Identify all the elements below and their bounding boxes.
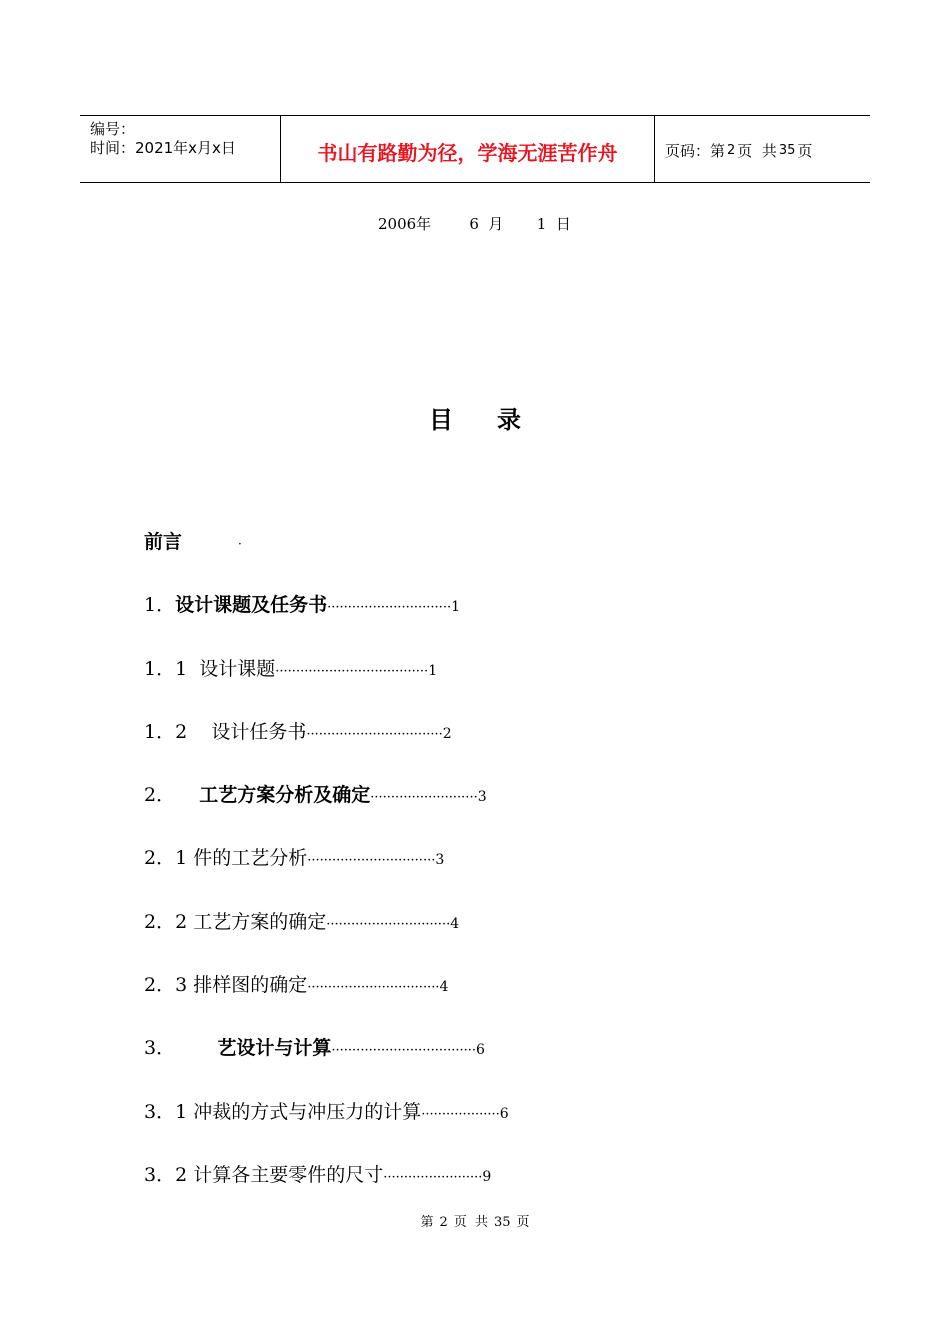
toc-entry xyxy=(144,841,509,904)
toc-entry-number: 3． xyxy=(144,1037,218,1060)
toc-entry-number: 1．2 xyxy=(144,720,212,743)
toc-entry xyxy=(144,1095,509,1158)
toc-entry-leader: ································ xyxy=(307,980,440,996)
table-of-contents xyxy=(144,525,509,1221)
header-page-cell xyxy=(655,116,870,182)
header-page-suffix: 页 xyxy=(797,141,813,160)
toc-entry-page: 1 xyxy=(451,599,461,616)
toc-entry-number: 1．1 xyxy=(144,657,200,680)
toc-entry-number: 2．2 xyxy=(144,910,194,933)
toc-entry-number: 3．1 xyxy=(144,1100,194,1123)
toc-entry xyxy=(144,968,509,1031)
toc-title-char-1: 目 xyxy=(429,406,453,434)
toc-entry-title: 设计课题 xyxy=(199,657,276,680)
toc-entry-title: 排样图的确定 xyxy=(193,974,308,997)
toc-entry-leader: ································· xyxy=(306,726,443,742)
toc-entry xyxy=(144,652,509,715)
toc-entry xyxy=(144,1031,509,1094)
toc-entry-leader: ······························ xyxy=(326,916,451,932)
footer-suffix: 页 xyxy=(516,1215,530,1230)
toc-entry-page: 4 xyxy=(450,915,460,932)
toc-entry-title: 设计任务书 xyxy=(211,720,307,743)
toc-entry-title: 设计课题及任务书 xyxy=(175,594,328,617)
page-header xyxy=(80,115,870,183)
time-label: 时间：2021年x月x日 xyxy=(90,139,236,157)
toc-entry-title: 工艺方案分析及确定 xyxy=(199,784,371,807)
toc-entry-leader: ·························· xyxy=(370,790,478,806)
toc-entry-leader: ······························ xyxy=(327,600,452,616)
toc-entry-page: 6 xyxy=(499,1105,509,1122)
toc-entry-page: 3 xyxy=(435,852,445,869)
toc-entry-number: 2．1 xyxy=(144,847,194,870)
footer-page: 2 xyxy=(439,1215,448,1230)
header-page-total: 35 xyxy=(778,142,796,158)
toc-entry xyxy=(144,905,509,968)
toc-entry-page: 9 xyxy=(482,1168,492,1185)
toc-entry-number: 2． xyxy=(144,784,200,807)
toc-entry-title: 前言 xyxy=(144,531,183,553)
toc-entry-number: 3．2 xyxy=(144,1163,194,1186)
header-page-prefix: 页码：第 xyxy=(665,141,726,160)
toc-entry-page: 6 xyxy=(476,1042,485,1059)
toc-entry-mark: · xyxy=(238,537,242,551)
page-footer xyxy=(0,1211,950,1230)
toc-title xyxy=(0,400,950,435)
toc-entry-leader: ························ xyxy=(383,1169,483,1185)
toc-entry-page: 2 xyxy=(442,725,452,742)
toc-entry-leader: ······························· xyxy=(307,853,436,869)
toc-entry-leader: ··································· xyxy=(331,1043,477,1059)
toc-entry-title: 件的工艺分析 xyxy=(193,847,308,870)
toc-entry-leader: ····································· xyxy=(275,663,429,679)
serial-label: 编号： xyxy=(90,120,136,138)
footer-total: 35 xyxy=(494,1215,511,1230)
toc-entry-page: 1 xyxy=(428,662,438,679)
footer-prefix: 第 xyxy=(420,1215,434,1230)
toc-entry-title: 冲裁的方式与冲压力的计算 xyxy=(193,1100,422,1123)
toc-entry xyxy=(144,525,509,588)
date-line: 2006年 6 月 1 日 xyxy=(378,215,571,233)
toc-entry-page: 3 xyxy=(477,789,487,806)
toc-entry xyxy=(144,778,509,841)
header-motto: 书山有路勤为径，学海无涯苦作舟 xyxy=(281,116,655,182)
toc-entry xyxy=(144,588,509,651)
header-page-number: 2 xyxy=(727,142,736,158)
header-page-mid: 页 共 xyxy=(737,141,777,160)
toc-title-char-2: 录 xyxy=(497,406,521,434)
toc-entry-title: 艺设计与计算 xyxy=(217,1037,332,1060)
footer-mid: 页 共 xyxy=(453,1215,488,1230)
toc-entry-leader: ··················· xyxy=(421,1106,500,1122)
toc-entry xyxy=(144,715,509,778)
toc-entry-number: 1． xyxy=(144,594,176,617)
toc-entry-title: 计算各主要零件的尺寸 xyxy=(193,1163,384,1186)
header-info-cell xyxy=(80,116,281,182)
toc-entry-title: 工艺方案的确定 xyxy=(193,910,327,933)
toc-entry-number: 2．3 xyxy=(144,974,194,997)
toc-entry-page: 4 xyxy=(439,979,449,996)
